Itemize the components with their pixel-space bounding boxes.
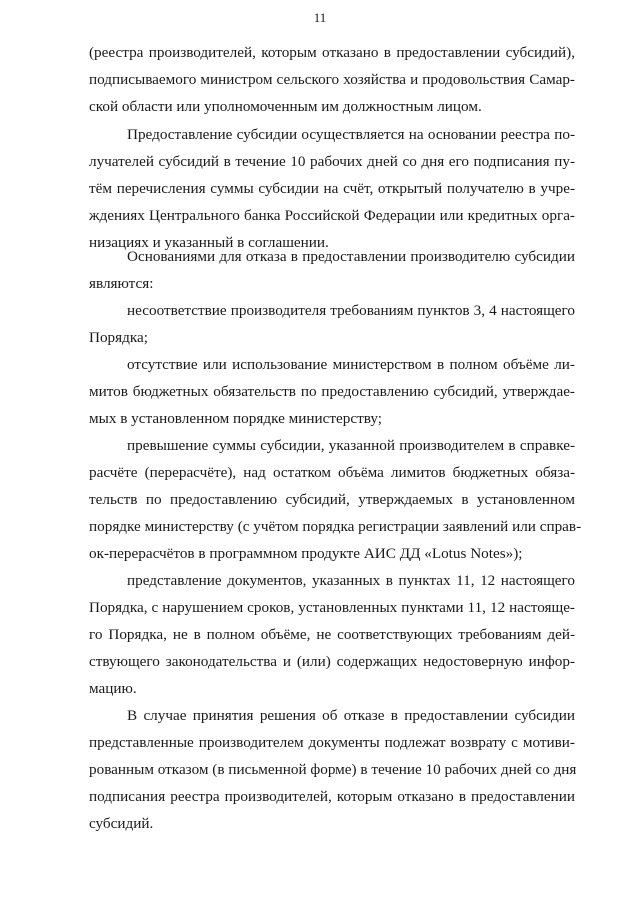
- text-line: го Порядка, не в полном объёме, не соответствующих требованиям дей-: [89, 626, 575, 643]
- text-line: мых в установленном порядке министерству;: [89, 410, 382, 427]
- text-line: тём перечисления суммы субсидии на счёт, открытый получателю в учре-: [89, 180, 575, 197]
- text-line: ок-перерасчётов в программном продукте АИС ДД «Lotus Notes»);: [89, 545, 523, 562]
- text-line: В случае принятия решения об отказе в предоставлении субсидии: [127, 707, 575, 724]
- text-line: Предоставление субсидии осуществляется на основании реестра по-: [127, 126, 575, 143]
- text-line: ствующего законодательства и (или) содержащих недостоверную инфор-: [89, 653, 575, 670]
- text-line: несоответствие производителя требованиям пунктов 3, 4 настоящего: [127, 302, 575, 319]
- text-line: Порядка, с нарушением сроков, установленных пунктами 11, 12 настояще-: [89, 599, 575, 616]
- text-line: рованным отказом (в письменной форме) в течение 10 рабочих дней со дня: [89, 761, 577, 778]
- text-line: представление документов, указанных в пунктах 11, 12 настоящего: [127, 572, 575, 589]
- text-line: превышение суммы субсидии, указанной производителем в справке-: [127, 437, 575, 454]
- text-line: Основаниями для отказа в предоставлении производителю субсидии: [127, 248, 575, 265]
- text-line: тельств по предоставлению субсидий, утверждаемых в установленном: [89, 491, 575, 508]
- text-line: лучателей субсидий в течение 10 рабочих дней со дня его подписания пу-: [89, 153, 575, 170]
- text-line: представленные производителем документы подлежат возврату с мотиви-: [89, 734, 575, 751]
- page-number: 11: [313, 10, 327, 25]
- text-line: подписываемого министром сельского хозяйства и продовольствия Самар-: [89, 71, 575, 88]
- text-line: порядке министерству (с учётом порядка регистрации заявлений или справ-: [89, 518, 582, 535]
- text-line: низациях и указанный в соглашении.: [89, 234, 329, 251]
- text-line: (реестра производителей, которым отказано в предоставлении субсидий),: [89, 44, 575, 61]
- text-line: являются:: [89, 275, 154, 292]
- text-line: расчёте (перерасчёте), над остатком объёма лимитов бюджетных обяза-: [89, 464, 575, 481]
- text-line: отсутствие или использование министерством в полном объёме ли-: [127, 356, 575, 373]
- text-line: ждениях Центрального банка Российской Федерации или кредитных орга-: [89, 207, 575, 224]
- text-line: субсидий.: [89, 815, 154, 832]
- text-line: подписания реестра производителей, которым отказано в предоставлении: [89, 788, 575, 805]
- text-line: митов бюджетных обязательств по предоставлению субсидий, утверждае-: [89, 383, 575, 400]
- text-line: ской области или уполномоченным им должностным лицом.: [89, 98, 482, 115]
- text-line: мацию.: [89, 680, 137, 697]
- text-line: Порядка;: [89, 329, 148, 346]
